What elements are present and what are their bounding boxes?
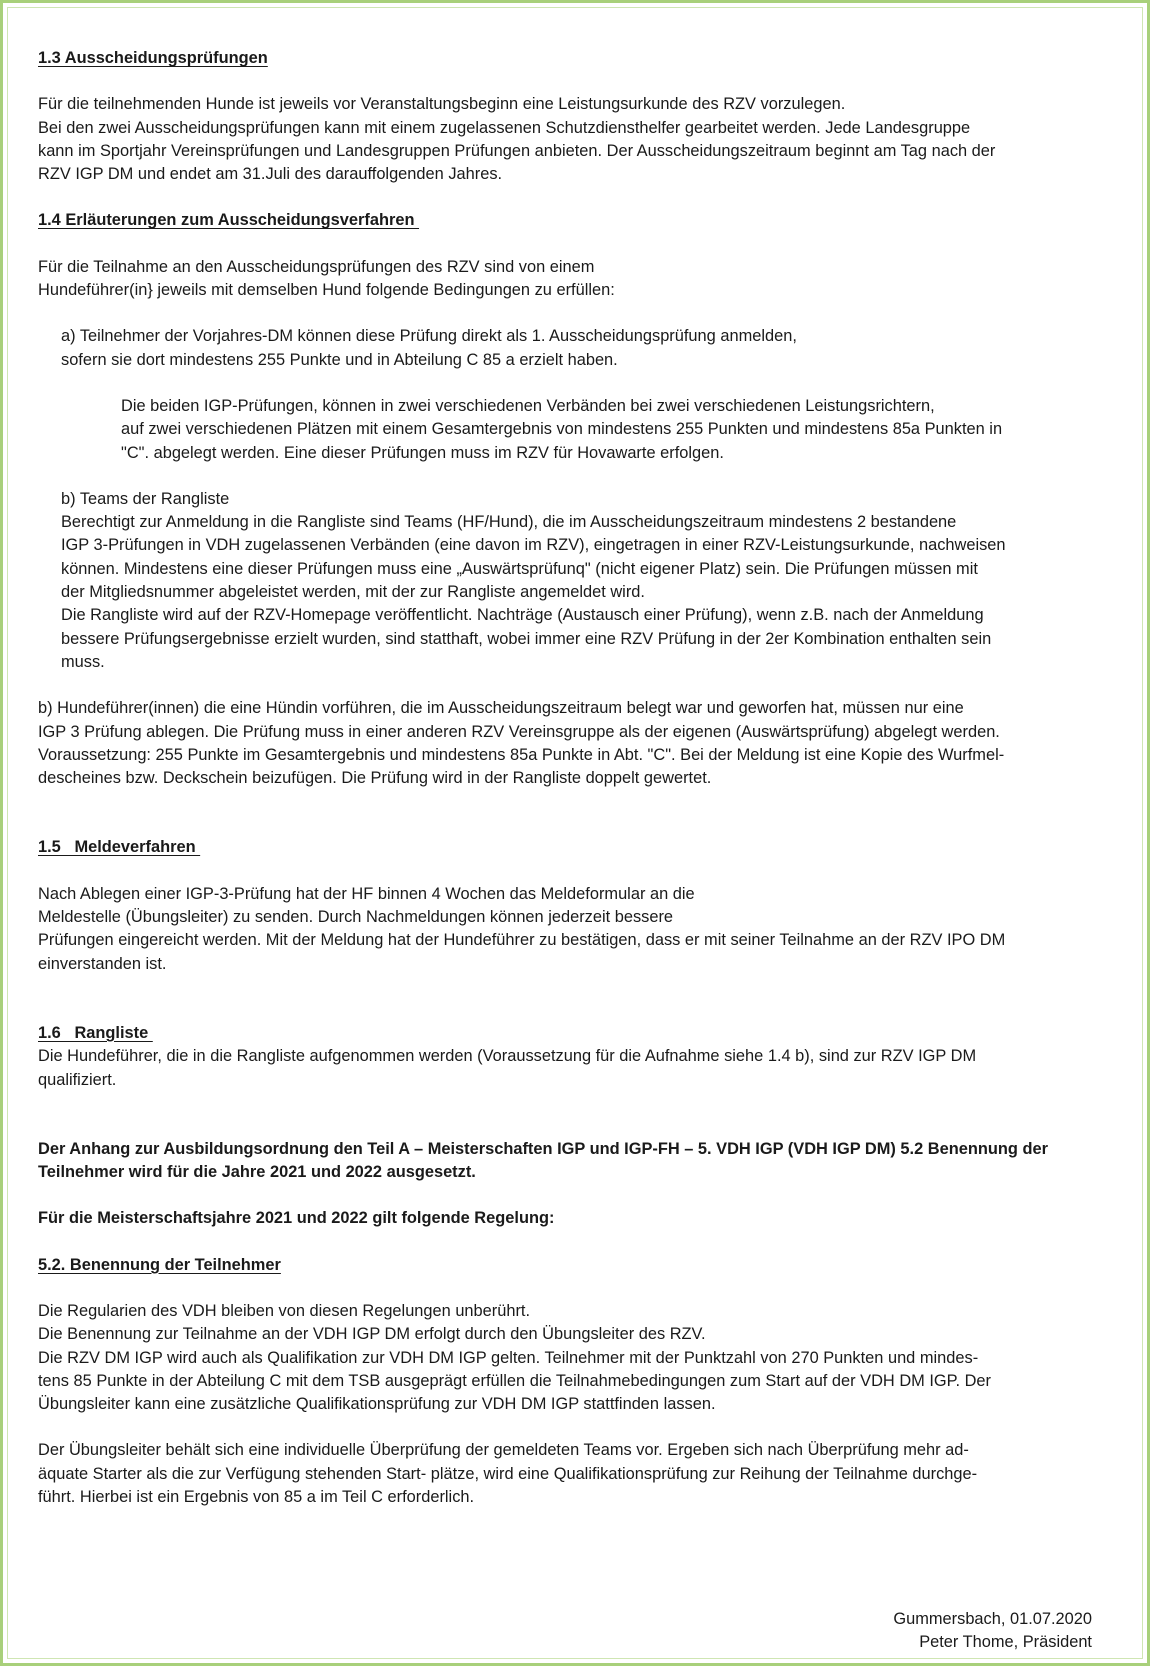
signature-place-date: Gummersbach, 01.07.2020 <box>893 1610 1092 1628</box>
condition-b-line: IGP 3-Prüfungen in VDH zugelassenen Verbänden (eine davon im RZV), eingetragen in einer RZV-Leistungsurkunde, nachweisen <box>61 536 1006 555</box>
paragraph-line: Übungsleiter kann eine zusätzliche Qualifikationsprüfung zur VDH DM IGP stattfinden lassen. <box>38 1395 716 1414</box>
paragraph-line: Die Hundeführer, die in die Rangliste aufgenommen werden (Voraussetzung für die Aufnahme siehe 1.4 b), sind zur RZV IGP DM <box>38 1047 977 1066</box>
paragraph-line: b) Hundeführer(innen) die eine Hündin vorführen, die im Ausscheidungszeitraum belegt war und geworfen hat, müssen nur eine <box>38 699 964 718</box>
paragraph-line: kann im Sportjahr Vereinsprüfungen und Landesgruppen Prüfungen anbieten. Der Ausscheidungszeitraum beginnt am Tag nach der <box>38 141 996 160</box>
condition-a-detail-line: auf zwei verschiedenen Plätzen mit einem Gesamtergebnis von mindestens 255 Punkten und mindestens 85a Punkten in <box>121 420 1003 439</box>
section-heading-1-5: 1.5 Meldeverfahren <box>38 838 201 857</box>
annex-rule: Für die Meisterschaftsjahre 2021 und 2022 gilt folgende Regelung: <box>38 1209 555 1228</box>
paragraph-line: RZV IGP DM und endet am 31.Juli des darauffolgenden Jahres. <box>38 165 503 184</box>
condition-b-line: Die Rangliste wird auf der RZV-Homepage veröffentlicht. Nachträge (Austausch einer Prüfung), wenn z.B. nach der Anmeldung <box>61 606 984 625</box>
section-heading-1-6: 1.6 Rangliste <box>38 1023 153 1042</box>
paragraph-line: IGP 3 Prüfung ablegen. Die Prüfung muss in einer anderen RZV Vereinsgruppe als der eigenen (Auswärtsprüfung) abgelegt werden. <box>38 722 1000 741</box>
paragraph-line: Voraussetzung: 255 Punkte im Gesamtergebnis und mindestens 85a Punkte in Abt. "C". Bei der Meldung ist eine Kopie des Wurfmel- <box>38 745 1005 764</box>
condition-a-line: sofern sie dort mindestens 255 Punkte und in Abteilung C 85 a erzielt haben. <box>61 350 618 369</box>
annex-notice-line: Der Anhang zur Ausbildungsordnung den Teil A – Meisterschaften IGP und IGP-FH – 5. VDH IGP (VDH IGP DM) 5.2 Benennung der <box>38 1139 1048 1158</box>
paragraph-line: Nach Ablegen einer IGP-3-Prüfung hat der HF binnen 4 Wochen das Meldeformular an die <box>38 884 695 903</box>
paragraph-line: einverstanden ist. <box>38 954 167 973</box>
signature-block <box>893 1608 1092 1655</box>
paragraph-line: tens 85 Punkte in der Abteilung C mit dem TSB ausgeprägt erfüllen die Teilnahmebedingungen zum Start auf der VDH DM IGP. Der <box>38 1371 992 1390</box>
paragraph-line: Hundeführer(in} jeweils mit demselben Hund folgende Bedingungen zu erfüllen: <box>38 281 615 300</box>
paragraph-line: Die RZV DM IGP wird auch als Qualifikation zur VDH DM IGP gelten. Teilnehmer mit der Punktzahl von 270 Punkten und mindes- <box>38 1348 979 1367</box>
condition-b-line: muss. <box>61 652 105 671</box>
condition-a-detail-line: Die beiden IGP-Prüfungen, können in zwei verschiedenen Verbänden bei zwei verschiedenen Leistungsrichtern, <box>121 396 935 415</box>
paragraph-line: qualifiziert. <box>38 1070 117 1089</box>
condition-a-detail-line: "C". abgelegt werden. Eine dieser Prüfungen muss im RZV für Hovawarte erfolgen. <box>121 443 724 462</box>
section-heading-1-4: 1.4 Erläuterungen zum Ausscheidungsverfahren <box>38 211 420 230</box>
paragraph-line: Bei den zwei Ausscheidungsprüfungen kann mit einem zugelassenen Schutzdiensthelfer gearbeitet werden. Jede Landesgruppe <box>38 118 971 137</box>
paragraph-line: Meldestelle (Übungsleiter) zu senden. Durch Nachmeldungen können jederzeit bessere <box>38 908 674 927</box>
section-heading-1-3: 1.3 Ausscheidungsprüfungen <box>38 49 268 67</box>
signature-name: Peter Thome, Präsident <box>919 1633 1092 1652</box>
section-heading-5-2: 5.2. Benennung der Teilnehmer <box>38 1255 281 1274</box>
paragraph-line: führt. Hierbei ist ein Ergebnis von 85 a im Teil C erforderlich. <box>38 1488 475 1507</box>
paragraph-line: äquate Starter als die zur Verfügung stehenden Start- plätze, wird eine Qualifikationsprüfung zur Reihung der Teilnahme durchge- <box>38 1464 978 1483</box>
annex-notice-line: Teilnehmer wird für die Jahre 2021 und 2022 ausgesetzt. <box>38 1163 476 1182</box>
document-body <box>38 47 1098 1509</box>
condition-b-line: Berechtigt zur Anmeldung in die Rangliste sind Teams (HF/Hund), die im Ausscheidungszeitraum mindestens 2 bestandene <box>61 513 957 532</box>
condition-b-line: bessere Prüfungsergebnisse erzielt wurden, sind statthaft, wobei immer eine RZV Prüfung in der 2er Kombination enthalten sein <box>61 629 992 648</box>
paragraph-line: descheines bzw. Deckschein beizufügen. Die Prüfung wird in der Rangliste doppelt gewertet. <box>38 769 712 788</box>
paragraph-line: Die Benennung zur Teilnahme an der VDH IGP DM erfolgt durch den Übungsleiter des RZV. <box>38 1325 706 1344</box>
condition-a-line: a) Teilnehmer der Vorjahres-DM können diese Prüfung direkt als 1. Ausscheidungsprüfung anmelden, <box>61 327 797 346</box>
condition-b-line: b) Teams der Rangliste <box>61 489 230 508</box>
paragraph-line: Für die teilnehmenden Hunde ist jeweils vor Veranstaltungsbeginn eine Leistungsurkunde des RZV vorzulegen. <box>38 95 846 114</box>
paragraph-line: Prüfungen eingereicht werden. Mit der Meldung hat der Hundeführer zu bestätigen, dass er mit seiner Teilnahme an der RZV IPO DM <box>38 931 1006 950</box>
condition-b-line: können. Mindestens eine dieser Prüfungen muss eine „Auswärtsprüfunq" (nicht eigener Platz) sein. Die Prüfungen müssen mit <box>61 559 978 578</box>
paragraph-line: Für die Teilnahme an den Ausscheidungsprüfungen des RZV sind von einem <box>38 257 595 276</box>
paragraph-line: Die Regularien des VDH bleiben von diesen Regelungen unberührt. <box>38 1301 531 1320</box>
condition-b-line: der Mitgliedsnummer abgeleistet werden, mit der zur Rangliste angemeldet wird. <box>61 583 645 602</box>
paragraph-line: Der Übungsleiter behält sich eine individuelle Überprüfung der gemeldeten Teams vor. Ergeben sich nach Überprüfung mehr ad- <box>38 1441 969 1460</box>
